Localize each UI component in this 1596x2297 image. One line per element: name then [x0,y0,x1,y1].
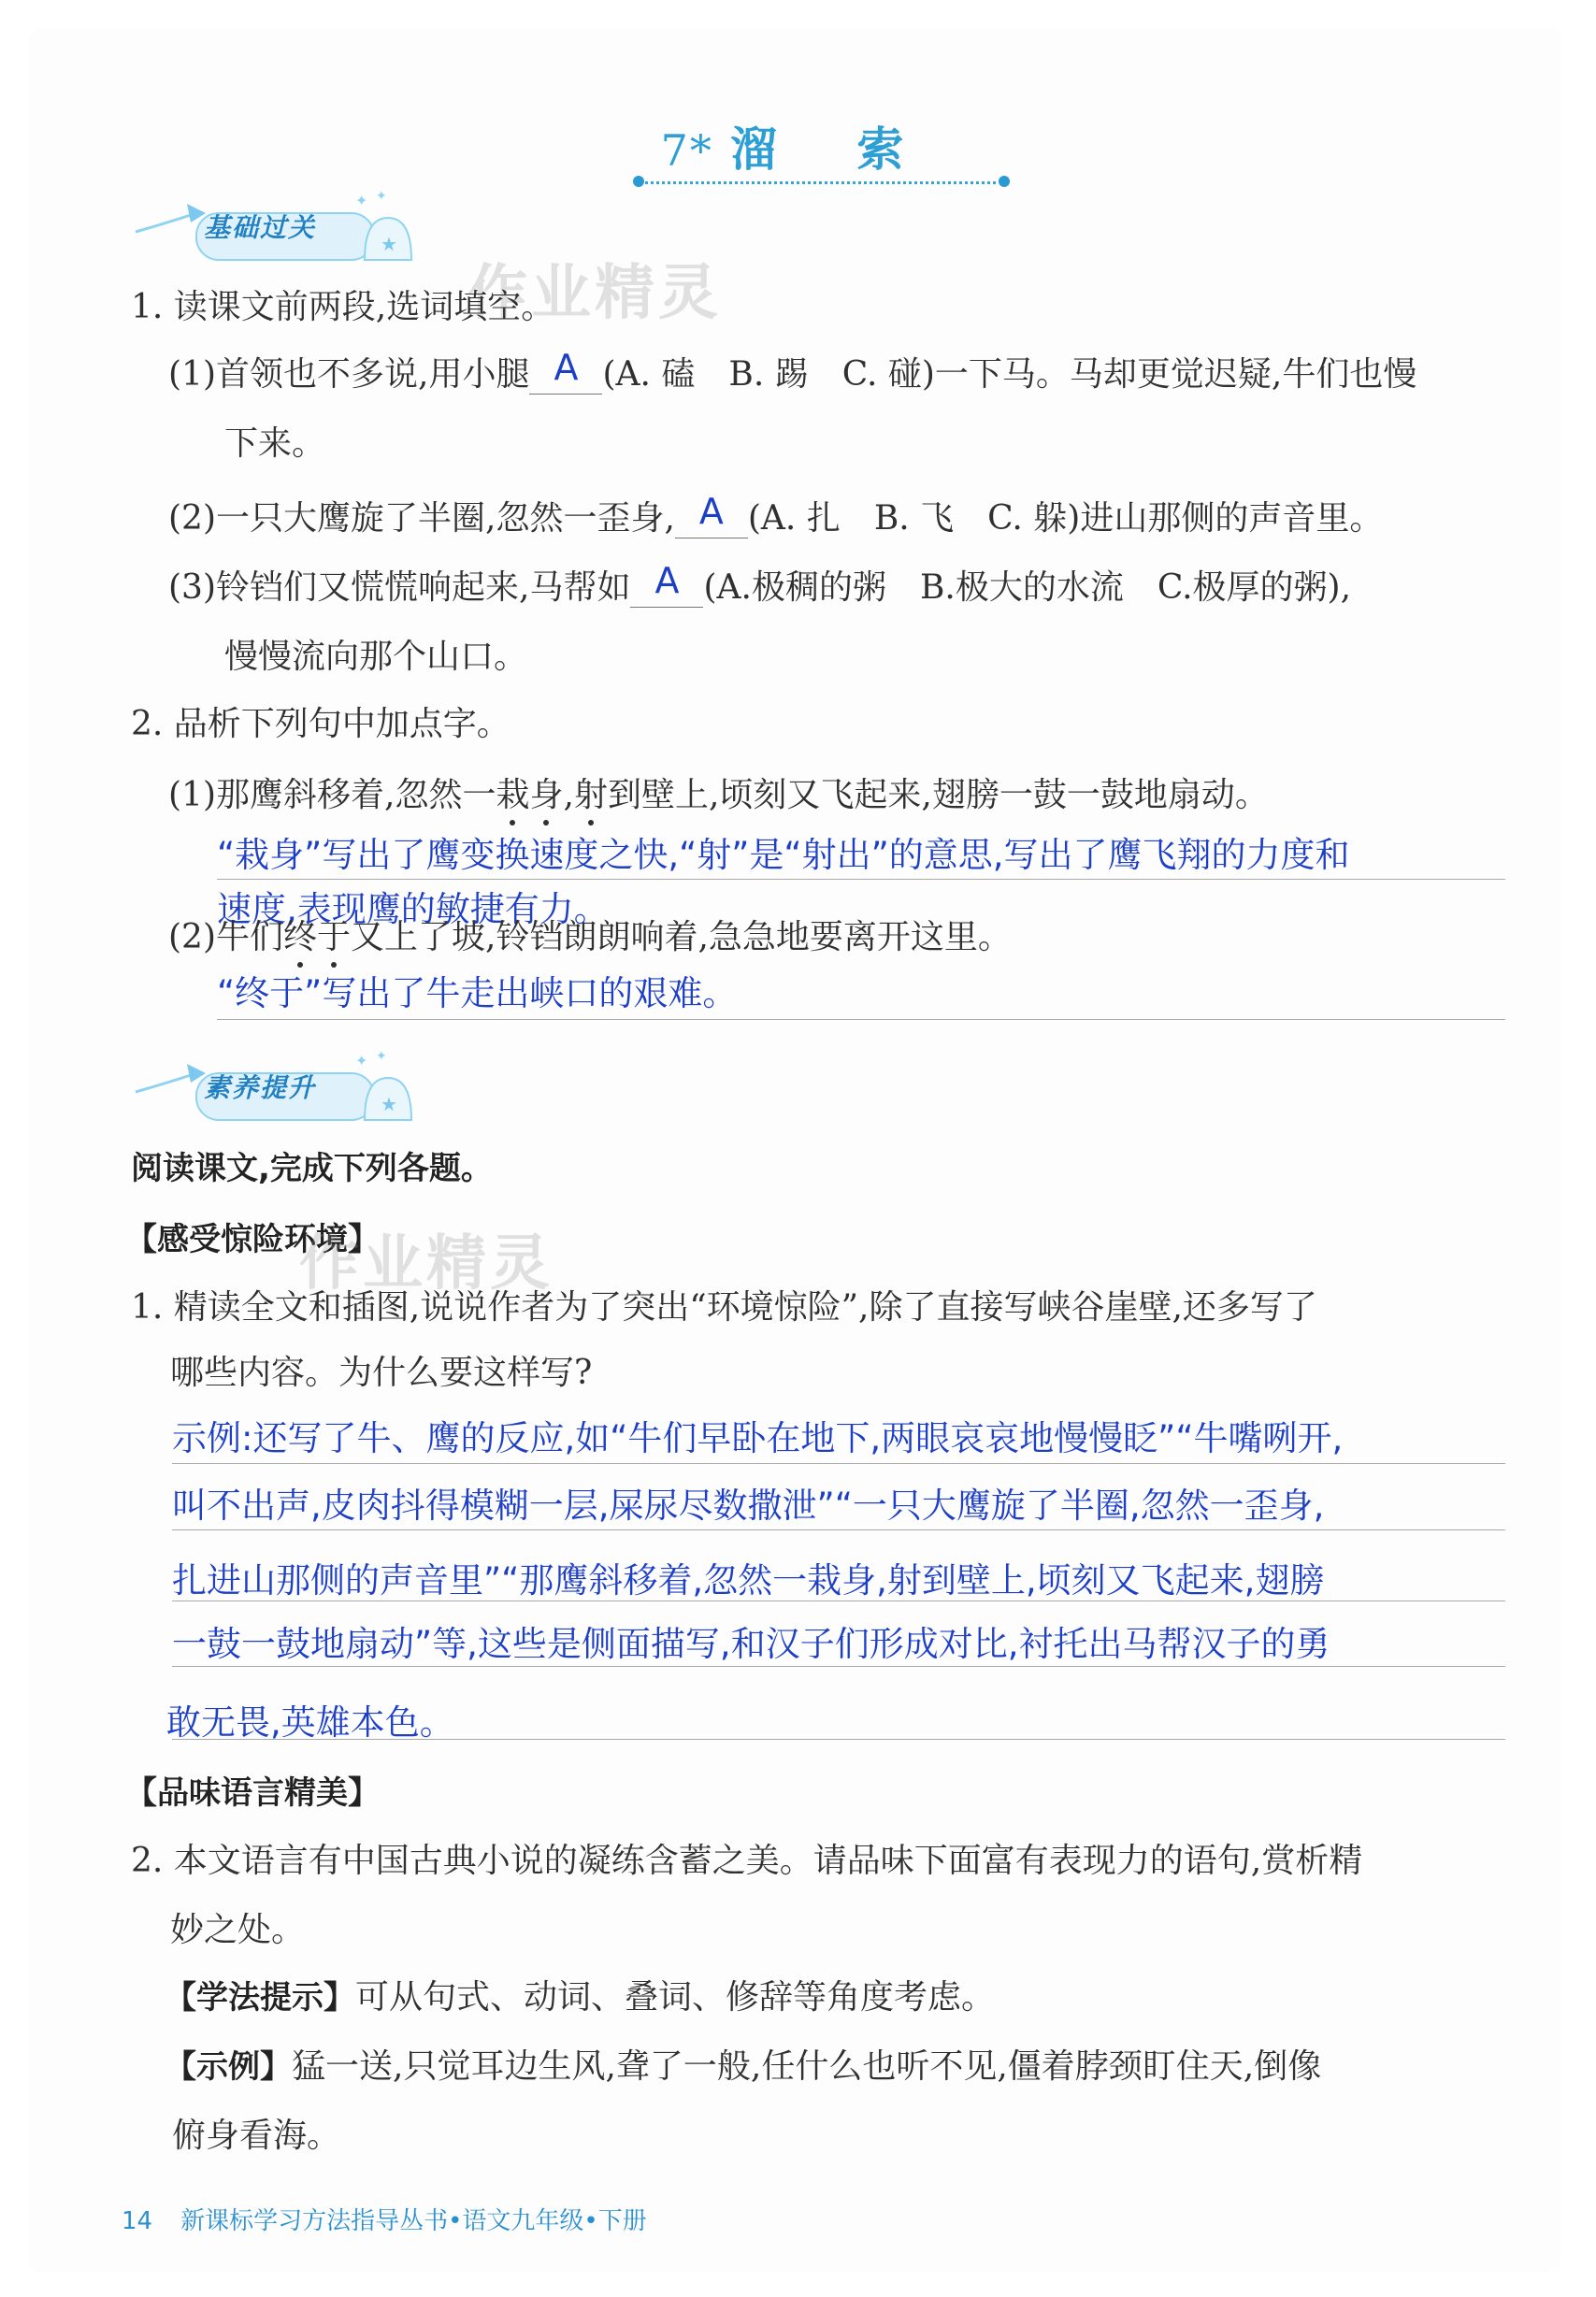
question-s2-1-line-1: 1. 精读全文和插图,说说作者为了突出“环境惊险”,除了直接写峡谷崖壁,还多写了 [131,1288,1317,1327]
page-footer [122,2202,647,2236]
section-badge-advance [131,1045,430,1129]
divider-dot-right [999,176,1010,187]
question-2-sentence-2: (2)牛们终于又上了坡,铃铛朗朗响着,急急地要离开这里。 [168,911,1012,958]
answer-s2-1-line-3: 扎进山那侧的声音里”“那鹰斜移着,忽然一栽身,射到壁上,顷刻又飞起来,翅膀 [172,1560,1325,1601]
study-tip [165,1971,995,2018]
svg-text:✦: ✦ [376,1049,387,1064]
dotted-char: 终 [283,911,317,958]
question-1-item-2: (2)一只大鹰旋了半圈,忽然一歪身, A (A. 扎 B. 飞 C. 躲)进山那侧的声音里。 [168,491,1384,538]
page-number: 14 [122,2207,153,2235]
svg-text:✦: ✦ [355,192,368,209]
svg-text:✦: ✦ [355,1052,368,1070]
answer-rule [217,879,1505,880]
heading-environment: 【感受惊险环境】 [125,1221,380,1258]
answer-blank [529,347,602,395]
answer-rule [172,1666,1505,1667]
lesson-name: 溜 索 [729,122,936,177]
dotted-char: 射 [574,768,608,816]
question-s2-1-line-2: 哪些内容。为什么要这样写? [170,1354,593,1392]
answer-2-2: “终于”写出了牛走出峡口的艰难。 [217,973,738,1013]
answer-s2-1-line-5: 敢无畏,英雄本色。 [166,1702,454,1743]
dotted-char: 于 [317,911,351,958]
question-2-sentence-1: (1)那鹰斜移着,忽然一栽身,射到壁上,顷刻又飞起来,翅膀一鼓一鼓地扇动。 [168,768,1269,816]
answer-fill: A [654,560,680,601]
dotted-char: 身 [529,768,563,816]
question-1-stem: 1. 读课文前两段,选词填空。 [131,288,555,326]
badge-label: 基础过关 [204,212,317,243]
question-s2-2-line-1: 2. 本文语言有中国古典小说的凝练含蓄之美。请品味下面富有表现力的语句,赏析精 [131,1842,1363,1880]
watermark: 作业精灵 [467,259,722,328]
title-divider [639,181,1003,184]
question-1-item-1: (1)首领也不多说,用小腿 A (A. 磕 B. 踢 C. 碰)一下马。马却更觉迟疑,牛们也慢 [168,347,1417,394]
answer-2-1-line-2: 速度,表现鹰的敏捷有力。 [217,889,609,929]
svg-text:✦: ✦ [376,189,387,204]
study-tip-label: 【学法提示】 [165,1979,355,2017]
question-1-item-3: (3)铃铛们又慌慌响起来,马帮如 A (A.极稠的粥 B.极大的水流 C.极厚的粥), [168,560,1352,607]
question-1-item-3-cont: 慢慢流向那个山口。 [224,638,528,676]
lesson-number: 7* [660,125,713,176]
question-s2-2-line-2: 妙之处。 [170,1911,306,1949]
svg-text:★: ★ [381,1093,397,1115]
example-text: 猛一送,只觉耳边生风,聋了一般,任什么也听不见,僵着脖颈盯住天,倒像 [292,2047,1322,2086]
example [165,2040,1321,2088]
dotted-char: 栽 [496,768,529,816]
study-tip-text: 可从句式、动词、叠词、修辞等角度考虑。 [355,1978,996,2017]
section-badge-basic [131,185,430,269]
answer-rule [172,1463,1505,1464]
answer-s2-1-line-2: 叫不出声,皮肉抖得模糊一层,屎尿尽数撒泄”“一只大鹰旋了半圈,忽然一歪身, [172,1486,1325,1526]
answer-fill: A [698,491,724,532]
answer-2-1-line-1: “栽身”写出了鹰变换速度之快,“射”是“射出”的意思,写出了鹰飞翔的力度和 [217,835,1350,875]
divider-dot-left [633,176,644,187]
answer-rule [172,1739,1505,1740]
question-1-item-1-cont: 下来。 [224,424,326,463]
answer-rule [172,1529,1505,1530]
question-2-stem: 2. 品析下列句中加点字。 [131,705,510,743]
example-label: 【示例】 [165,2048,292,2086]
example-cont: 俯身看海。 [172,2117,341,2155]
answer-rule [217,1019,1505,1020]
heading-language: 【品味语言精美】 [125,1774,380,1812]
section-2-intro: 阅读课文,完成下列各题。 [131,1150,493,1187]
answer-s2-1-line-1: 示例:还写了牛、鹰的反应,如“牛们早卧在地下,两眼哀哀地慢慢眨”“牛嘴咧开, [172,1418,1344,1458]
answer-fill: A [554,347,579,388]
answer-s2-1-line-4: 一鼓一鼓地扇动”等,这些是侧面描写,和汉子们形成对比,衬托出马帮汉子的勇 [172,1624,1330,1664]
badge-label: 素养提升 [204,1072,317,1103]
answer-blank [675,491,748,538]
series-title: 新课标学习方法指导丛书•语文九年级•下册 [180,2207,647,2235]
answer-blank [630,560,703,608]
lesson-title [0,112,1596,179]
watermark: 作业精灵 [299,1229,554,1299]
svg-text:★: ★ [381,233,397,255]
